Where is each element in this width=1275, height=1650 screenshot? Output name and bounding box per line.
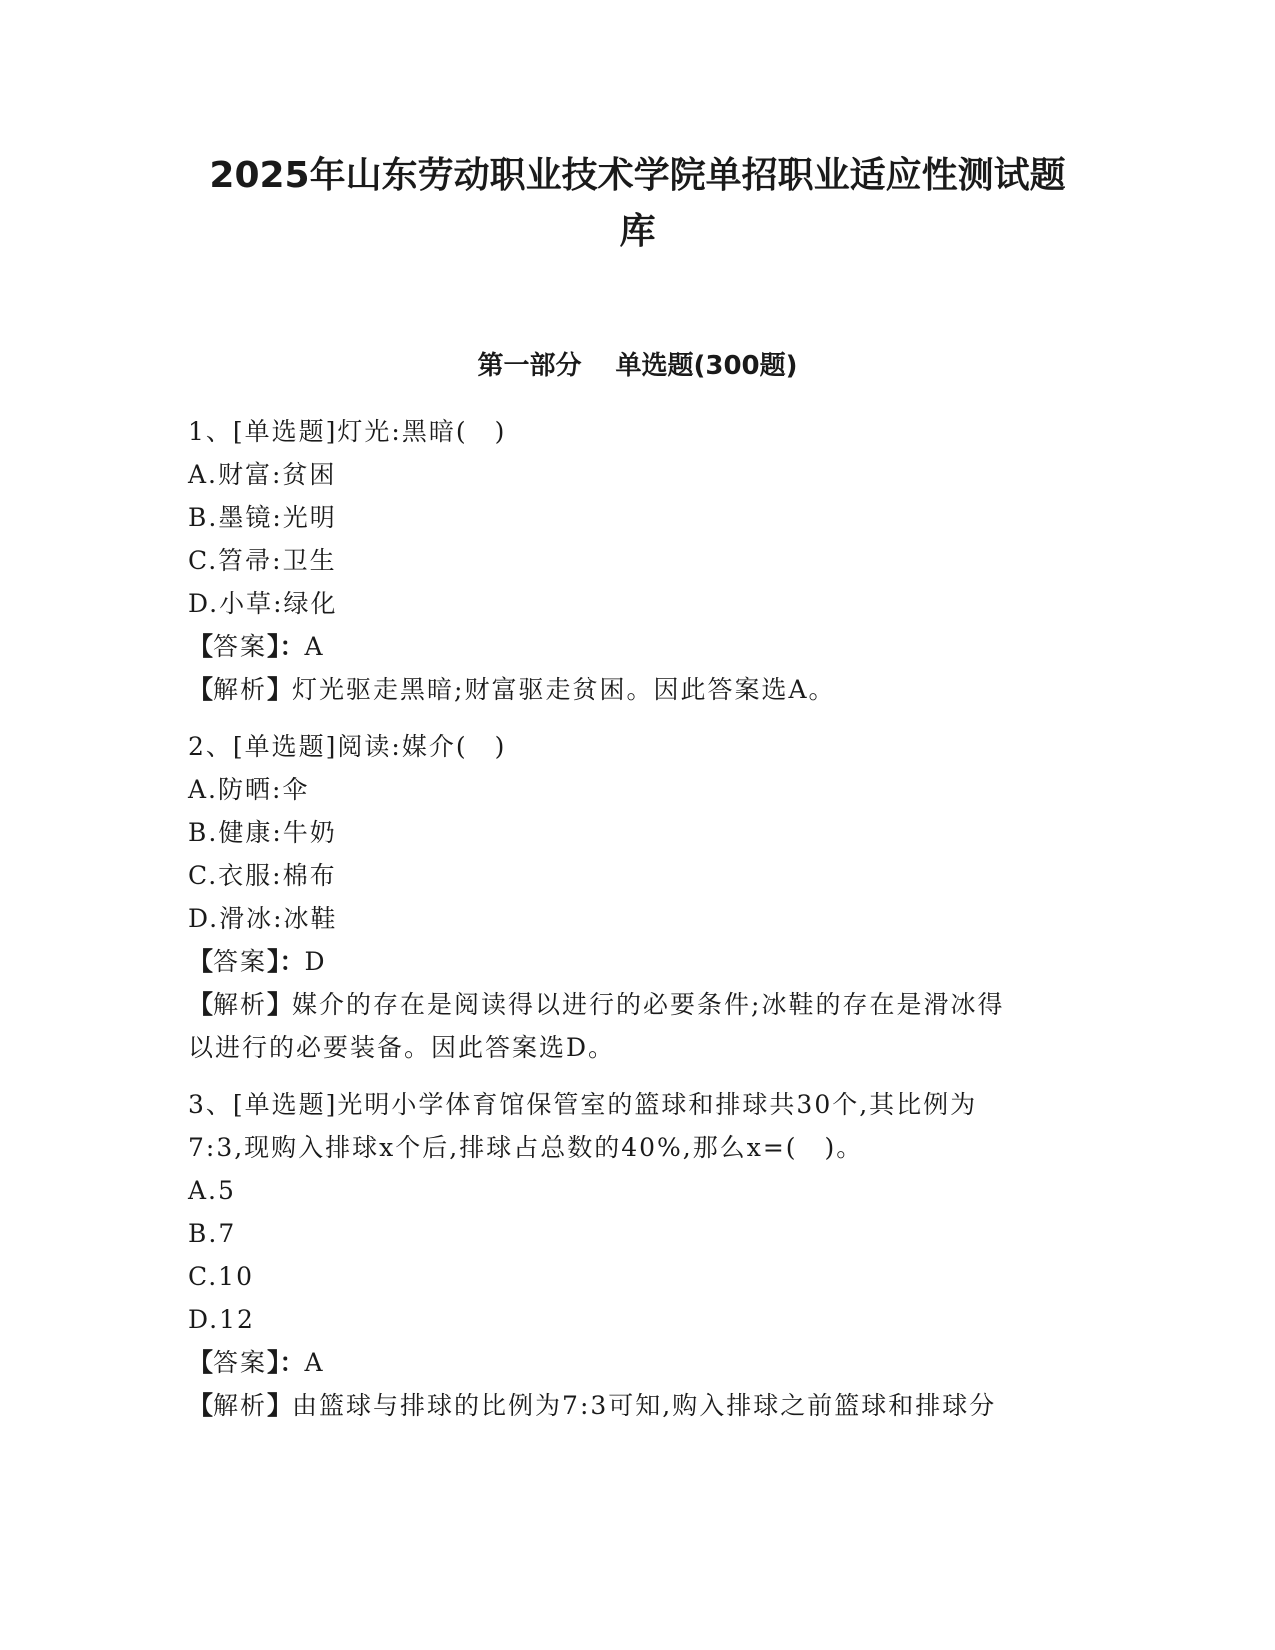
question-stem: 1、[单选题]灯光:黑暗( ) <box>188 417 507 446</box>
question-2 <box>188 725 1088 1069</box>
question-stem: 2、[单选题]阅读:媒介( ) <box>188 732 507 761</box>
answer-bracket-open: 【 <box>188 632 214 661</box>
analysis-label: 解析 <box>213 990 268 1019</box>
option-b: B.墨镜:光明 <box>188 503 337 532</box>
answer-line <box>188 625 1088 668</box>
section-heading <box>0 346 1275 386</box>
analysis-label: 解析 <box>213 1391 268 1420</box>
section-part: 第一部分 <box>477 351 582 381</box>
answer-line <box>188 1341 1088 1384</box>
analysis-line <box>188 983 1088 1026</box>
answer-bracket-open: 【 <box>188 947 214 976</box>
analysis-line <box>188 1384 1088 1427</box>
question-stem: 3、[单选题]光明小学体育馆保管室的篮球和排球共30个,其比例为 <box>188 1090 978 1119</box>
answer-value: D <box>304 947 327 976</box>
question-list <box>188 410 1088 1441</box>
option-a: A.防晒:伞 <box>188 775 310 804</box>
answer-bracket-close: 】： <box>267 1348 305 1377</box>
answer-value: A <box>304 632 325 661</box>
question-1 <box>188 410 1088 711</box>
question-3 <box>188 1083 1088 1427</box>
analysis-bracket-open: 【 <box>188 1391 214 1420</box>
document-title-line-1: 2025年山东劳动职业技术学院单招职业适应性测试题 <box>209 155 1066 196</box>
analysis-bracket-close: 】 <box>267 675 293 704</box>
analysis-bracket-close: 】 <box>267 990 293 1019</box>
analysis-bracket-open: 【 <box>188 990 214 1019</box>
analysis-bracket-close: 】 <box>267 1391 293 1420</box>
option-d: D.小草:绿化 <box>188 589 338 618</box>
answer-line <box>188 940 1088 983</box>
answer-label: 答案 <box>213 947 268 976</box>
section-name: 单选题(300题) <box>615 351 798 381</box>
option-a: A.财富:贫困 <box>188 460 337 489</box>
answer-bracket-open: 【 <box>188 1348 214 1377</box>
analysis-text: 媒介的存在是阅读得以进行的必要条件;冰鞋的存在是滑冰得 <box>292 990 1005 1019</box>
analysis-bracket-open: 【 <box>188 675 214 704</box>
answer-label: 答案 <box>213 1348 268 1377</box>
analysis-text: 灯光驱走黑暗;财富驱走贫困。因此答案选A。 <box>292 675 836 704</box>
option-a: A.5 <box>188 1176 236 1205</box>
question-stem-continuation: 7:3,现购入排球x个后,排球占总数的40%,那么x=( )。 <box>188 1133 864 1162</box>
option-c: C.笤帚:卫生 <box>188 546 337 575</box>
option-d: D.滑冰:冰鞋 <box>188 904 338 933</box>
answer-label: 答案 <box>213 632 268 661</box>
document-title-line-2: 库 <box>619 211 656 252</box>
option-c: C.衣服:棉布 <box>188 861 337 890</box>
analysis-line <box>188 668 1088 711</box>
answer-value: A <box>304 1348 325 1377</box>
answer-bracket-close: 】： <box>267 632 305 661</box>
option-d: D.12 <box>188 1305 255 1334</box>
option-b: B.健康:牛奶 <box>188 818 337 847</box>
option-c: C.10 <box>188 1262 254 1291</box>
option-b: B.7 <box>188 1219 237 1248</box>
analysis-text: 由篮球与排球的比例为7:3可知,购入排球之前篮球和排球分 <box>292 1391 997 1420</box>
analysis-label: 解析 <box>213 675 268 704</box>
document-title <box>0 148 1275 260</box>
answer-bracket-close: 】： <box>267 947 305 976</box>
analysis-continuation: 以进行的必要装备。因此答案选D。 <box>188 1033 616 1062</box>
